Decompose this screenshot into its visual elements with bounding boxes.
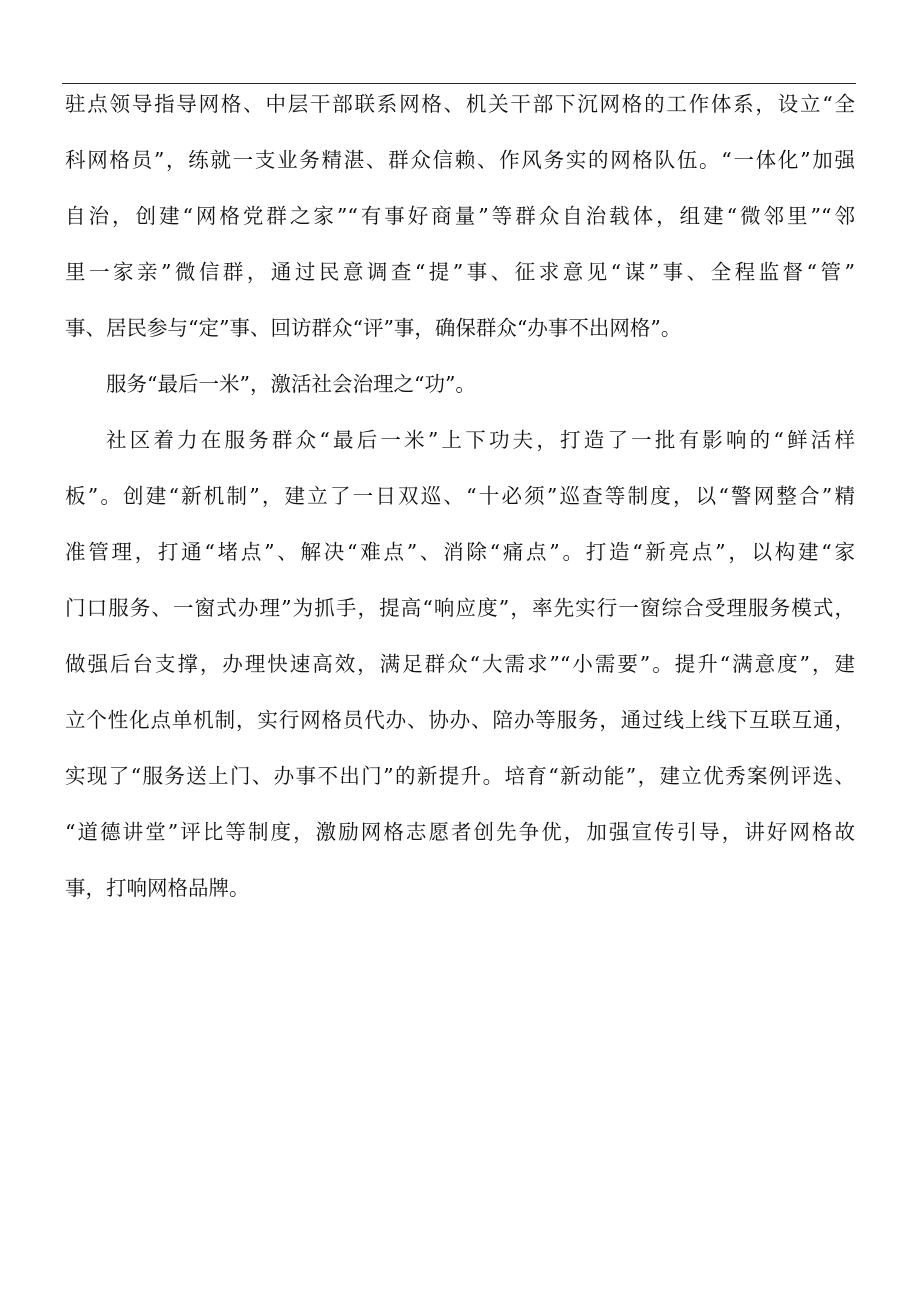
- paragraph-1-line-3: 自治，创建“网格党群之家”“有事好商量”等群众自治载体，组建“微邻里”“邻: [65, 204, 855, 228]
- paragraph-1-line-2: 科网格员”，练就一支业务精湛、群众信赖、作风务实的网格队伍。“一体化”加强: [65, 148, 855, 172]
- paragraph-1-line-4: 里一家亲”微信群，通过民意调查“提”事、征求意见“谋”事、全程监督“管”: [65, 260, 855, 284]
- paragraph-2-line-3: 准管理，打通“堵点”、解决“难点”、消除“痛点”。打造“新亮点”，以构建“家: [65, 540, 855, 564]
- paragraph-1-line-5: 事、居民参与“定”事、回访群众“评”事，确保群众“办事不出网格”。: [65, 316, 682, 340]
- section-heading: 服务“最后一米”，激活社会治理之“功”。: [106, 372, 476, 396]
- paragraph-2-line-5: 做强后台支撑，办理快速高效，满足群众“大需求”“小需要”。提升“满意度”，建: [65, 652, 855, 676]
- paragraph-2-line-7: 实现了“服务送上门、办事不出门”的新提升。培育“新动能”，建立优秀案例评选、: [65, 764, 855, 788]
- paragraph-2-line-1: 社区着力在服务群众“最后一米”上下功夫，打造了一批有影响的“鲜活样: [106, 428, 855, 452]
- paragraph-2-line-9: 事，打响网格品牌。: [65, 876, 250, 900]
- paragraph-2-line-2: 板”。创建“新机制”，建立了一日双巡、“十必须”巡查等制度，以“警网整合”精: [65, 484, 855, 508]
- paragraph-2-line-4: 门口服务、一窗式办理”为抓手，提高“响应度”，率先实行一窗综合受理服务模式，: [65, 596, 855, 620]
- paragraph-2-line-8: “道德讲堂”评比等制度，激励网格志愿者创先争优，加强宣传引导，讲好网格故: [65, 820, 855, 844]
- paragraph-2-line-6: 立个性化点单机制，实行网格员代办、协办、陪办等服务，通过线上线下互联互通，: [65, 708, 855, 732]
- paragraph-1-line-1: 驻点领导指导网格、中层干部联系网格、机关干部下沉网格的工作体系，设立“全: [65, 92, 855, 116]
